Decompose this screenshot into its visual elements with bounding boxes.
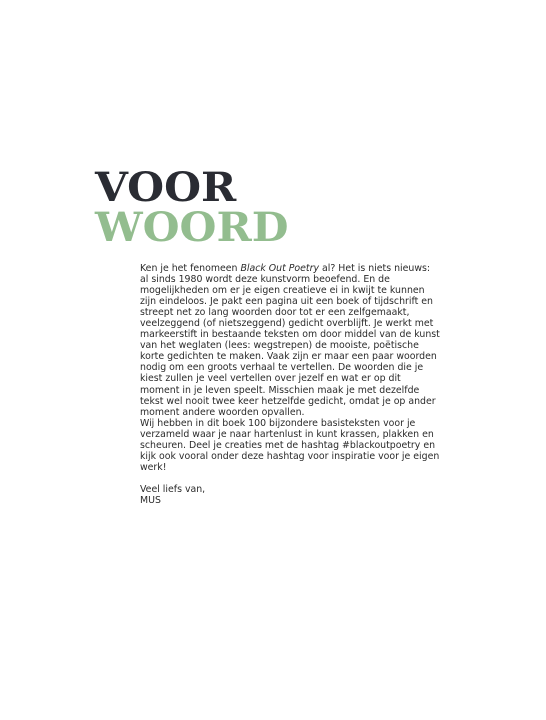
page-title bbox=[95, 164, 289, 251]
paragraph-intro bbox=[140, 263, 440, 418]
spacer bbox=[140, 473, 440, 484]
intro-text-start: Ken je het fenomeen bbox=[140, 263, 241, 274]
intro-text-rest: al? Het is niets nieuws: al sinds 1980 wordt deze kunstvorm beoefend. En de mogelijkheden om er je eigen creatieve ei in kwijt te kunnen zijn eindeloos. Je pakt een pagina uit een boek of tijdschrift en streept net zo lang woorden door tot er een zelfgemaakt, veelzeggend (of nietszeggend) gedicht overblijft. Je werkt met markeerstift in bestaande teksten om door middel van de kunst van het weglaten (lees: wegstrepen) de mooiste, poëtische korte gedichten te maken. Vaak zijn er maar een paar woorden nodig om een groots verhaal te vertellen. De woorden die je kiest zullen je veel vertellen over jezelf en wat er op dit moment in je leven speelt. Misschien maak je met dezelfde tekst wel nooit twee keer hetzelfde gedicht, omdat je op ander moment andere woorden opvallen. bbox=[140, 263, 440, 418]
intro-italic-term: Black Out Poetry bbox=[240, 263, 319, 274]
signature: MUS bbox=[140, 494, 161, 506]
title-line-woord: WOORD bbox=[95, 204, 289, 251]
paragraph-book: Wij hebben in dit boek 100 bijzondere basisteksten voor je verzameld waar je naar hartenlust in kunt krassen, plakken en scheuren. Deel je creaties met de hashtag #blackoutpoetry en kijk ook vooral onder deze hashtag voor inspiratie voor je eigen werk! bbox=[140, 417, 440, 473]
closing-line: Veel liefs van, bbox=[140, 483, 206, 495]
foreword-text bbox=[140, 263, 440, 506]
title-line-voor: VOOR bbox=[95, 164, 237, 211]
